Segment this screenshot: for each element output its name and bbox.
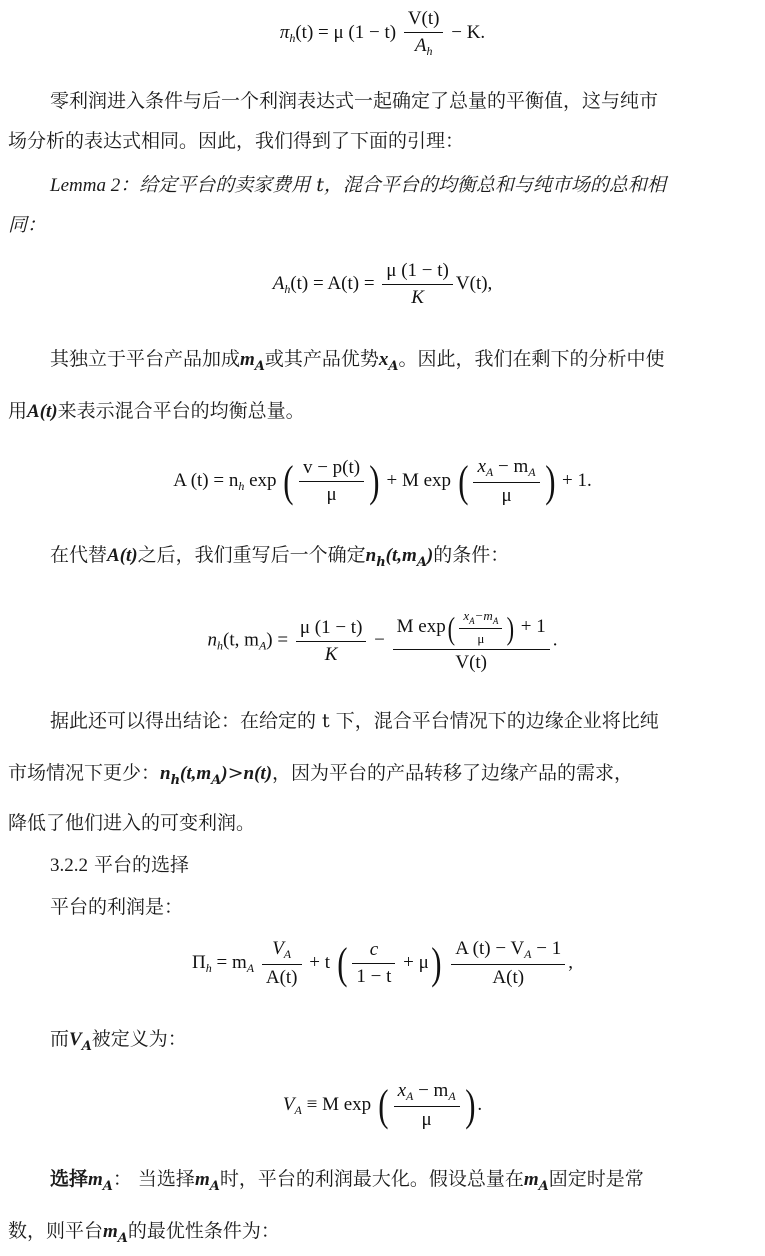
equation-aggregate-equivalence: $A_h(t) = A(t)$ = $\frac{\mu (1 - t)}{K}$ V(t), xyxy=(272,260,493,308)
equation-fringe-entry: $n_h(t$, $m_A$) = $\frac{\mu (1 - t)}{K}$ − M exp( $\frac{x_A-m_A}{\mu}$ ) + 1 V(t) . xyxy=(207,608,558,673)
equation-va-definition: $V_A \equiv M$ exp ( $\frac{x_A - m_A}{\mu}$ ) . xyxy=(282,1080,483,1130)
equation-aggregate: A $(t) = n_h$ exp ( $\frac{v - p(t)}{\mu}$ ) + M exp ( $\frac{x_A - m_A}{\mu}$ ) + 1. xyxy=(173,456,592,506)
section-title: 平台的选择 xyxy=(94,854,190,876)
section-heading xyxy=(50,850,189,877)
lemma-statement: Lemma 2：给定平台的卖家费用 t，混合平台的均衡总和与纯市场的总和相 xyxy=(50,174,666,196)
paragraph-line: 平台的利润是： xyxy=(50,896,184,918)
paragraph-line: 在代替A(t)之后，我们重写后一个确定$n_h(t,m_A)$的条件： xyxy=(50,544,510,570)
equation-platform-profit: $\Pi_h = m_A$ $\frac{V_A}{A(t)}$ + t ( $\frac{c}{1 - t}$ + μ) $\frac{A (t) - V_A - 1}{A(t)}$ , xyxy=(192,938,573,988)
paragraph-line: 而$V_A$被定义为： xyxy=(50,1028,187,1054)
paragraph-line: 用A(t)来表示混合平台的均衡总量。 xyxy=(8,400,305,422)
paragraph-line: 市场情况下更少：$n_h(t,m_A)>n(t)$，因为平台的产品转移了边缘产品的需求， xyxy=(8,762,634,788)
paragraph-line: 零利润进入条件与后一个利润表达式一起确定了总量的平衡值，这与纯市 xyxy=(50,90,659,112)
paragraph-line: 据此还可以得出结论：在给定的 t 下，混合平台情况下的边缘企业将比纯 xyxy=(50,710,659,732)
lemma-label: Lemma 2： xyxy=(50,175,140,196)
equation-profit-hybrid: $\pi_h(t) = \mu$ (1 − t) $\frac{V(t)}{A_h}$ − K. xyxy=(279,8,486,58)
section-number: 3.2.2 xyxy=(50,855,88,876)
lemma-statement-cont: 同： xyxy=(8,214,47,236)
paragraph-line: 场分析的表达式相同。因此，我们得到了下面的引理： xyxy=(8,130,465,152)
paragraph-line: 选择$m_A$： 当选择$m_A$时，平台的利润最大化。假设总量在$m_A$固定时是常 xyxy=(50,1168,644,1194)
paragraph-line: 其独立于平台产品加成$m_A$或其产品优势$x_A$。因此，我们在剩下的分析中使 xyxy=(50,348,665,374)
paragraph-line: 降低了他们进入的可变利润。 xyxy=(8,812,256,834)
paragraph-line: 数，则平台$m_A$的最优性条件为： xyxy=(8,1220,280,1246)
